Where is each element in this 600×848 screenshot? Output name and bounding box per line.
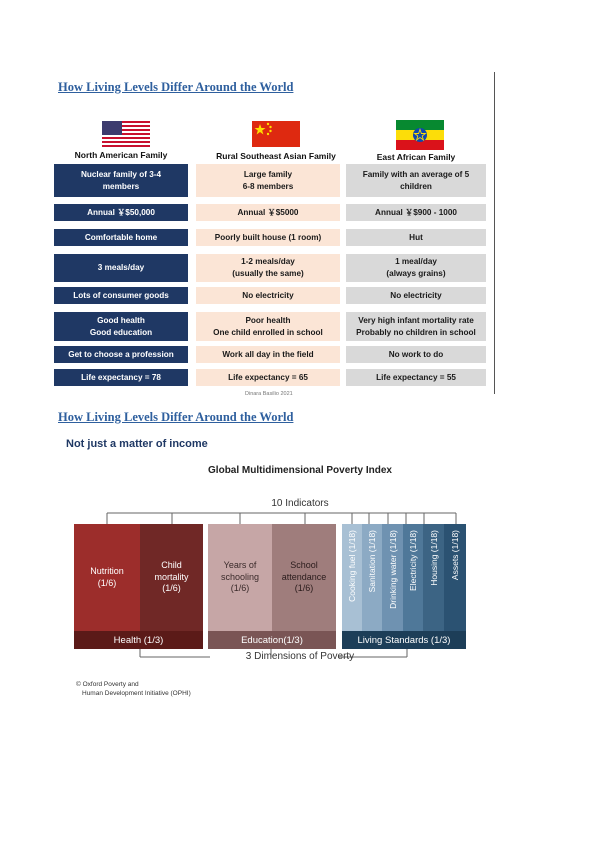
indicators-label: 10 Indicators	[0, 498, 600, 509]
section-heading: How Living Levels Differ Around the World	[58, 410, 294, 424]
table-cell: 3 meals/day	[54, 254, 188, 282]
table-cell: Good health Good education	[54, 312, 188, 341]
table-cell: No work to do	[346, 346, 486, 363]
indicator-child-mortality: Child mortality (1/6)	[140, 524, 203, 631]
indicator-years-of-schooling: Years of schooling (1/6)	[208, 524, 272, 631]
subheading: Not just a matter of income	[66, 438, 208, 450]
indicator-electricity: Electricity (1/18)	[403, 524, 423, 631]
table-cell: Life expectancy = 78	[54, 369, 188, 386]
table-cell: Lots of consumer goods	[54, 287, 188, 304]
indicator-cooking-fuel: Cooking fuel (1/18)	[342, 524, 362, 631]
table-cell: Get to choose a profession	[54, 346, 188, 363]
table-cell: Life expectancy = 65	[196, 369, 340, 386]
table-cell: Poor health One child enrolled in school	[196, 312, 340, 341]
table-cell: Nuclear family of 3-4 members	[54, 164, 188, 197]
column-title: North American Family	[74, 150, 168, 160]
education-dimension-bar: Education(1/3)	[208, 631, 336, 649]
diagram-title: Global Multidimensional Poverty Index	[208, 465, 392, 476]
health-dimension-bar: Health (1/3)	[74, 631, 203, 649]
table-cell: Comfortable home	[54, 229, 188, 246]
indicator-assets: Assets (1/18)	[444, 524, 466, 631]
table-cell: Family with an average of 5 children	[346, 164, 486, 197]
indicator-nutrition: Nutrition (1/6)	[74, 524, 140, 631]
indicator-drinking-water: Drinking water (1/18)	[382, 524, 403, 631]
table-cell: 1-2 meals/day (usually the same)	[196, 254, 340, 282]
copyright-text: © Oxford Poverty and Human Development Initiative (OPHI)	[76, 681, 191, 697]
indicator-sanitation: Sanitation (1/18)	[362, 524, 382, 631]
table-cell: No electricity	[196, 287, 340, 304]
indicator-school-attendance: School attendance (1/6)	[272, 524, 336, 631]
table-cell: Annual ￥$50,000	[54, 204, 188, 221]
column-title: East African Family	[376, 152, 456, 162]
table-cell: Work all day in the field	[196, 346, 340, 363]
table-cell: No electricity	[346, 287, 486, 304]
table-cell: Life expectancy = 55	[346, 369, 486, 386]
credit-text: Dinara Basilio 2021	[245, 391, 293, 397]
column-title: Rural Southeast Asian Family	[216, 151, 336, 161]
table-cell: Large family 6-8 members	[196, 164, 340, 197]
indicator-housing: Housing (1/18)	[423, 524, 444, 631]
table-cell: Annual ￥$5000	[196, 204, 340, 221]
table-cell: Very high infant mortality rate Probably no children in school	[346, 312, 486, 341]
table-cell: Poorly built house (1 room)	[196, 229, 340, 246]
dimensions-label: 3 Dimensions of Poverty	[245, 651, 355, 662]
table-cell: 1 meal/day (always grains)	[346, 254, 486, 282]
table-cell: Annual ￥$900 - 1000	[346, 204, 486, 221]
living-standards-dimension-bar: Living Standards (1/3)	[342, 631, 466, 649]
table-cell: Hut	[346, 229, 486, 246]
section-heading: How Living Levels Differ Around the World	[58, 80, 294, 94]
